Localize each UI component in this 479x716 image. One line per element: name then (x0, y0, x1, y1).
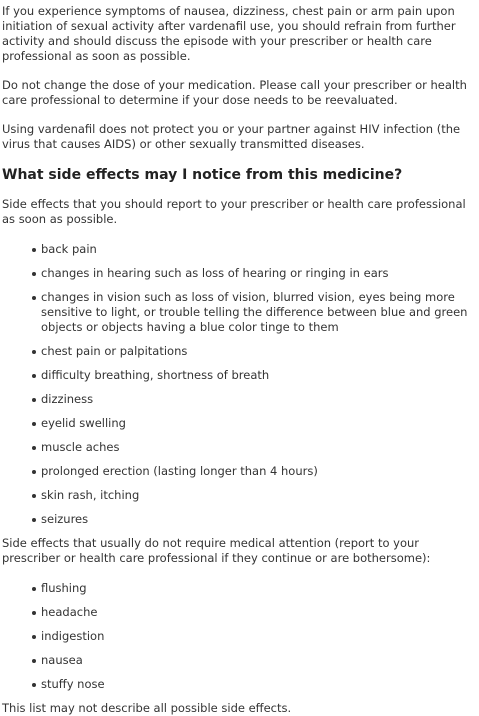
list-item: headache (41, 605, 477, 620)
report-side-effects-list (2, 242, 477, 527)
list-item: changes in hearing such as loss of hearing or ringing in ears (41, 266, 477, 281)
paragraph-report-intro: Side effects that you should report to your prescriber or health care professional as soon as possible. (2, 197, 466, 226)
list-item: dizziness (41, 392, 477, 407)
paragraph-closing-note: This list may not describe all possible side effects. (2, 701, 292, 715)
document-body (0, 4, 479, 716)
paragraph-hiv-notice: Using vardenafil does not protect you or your partner against HIV infection (the virus that causes AIDS) or other sexually transmitted diseases. (2, 122, 461, 151)
list-item: flushing (41, 581, 477, 596)
list-item: difficulty breathing, shortness of breath (41, 368, 477, 383)
list-item: changes in vision such as loss of vision, blurred vision, eyes being more sensitive to light, or trouble telling the difference between blue and green objects or objects having a blue color tinge to them (41, 290, 477, 335)
list-item: seizures (41, 512, 477, 527)
list-item: stuffy nose (41, 677, 477, 692)
list-item: eyelid swelling (41, 416, 477, 431)
section-heading-side-effects: What side effects may I notice from this medicine? (2, 167, 403, 183)
paragraph-symptoms-warning: If you experience symptoms of nausea, dizziness, chest pain or arm pain upon initiation of sexual activity after vardenafil use, you should refrain from further activity and should discuss the episode with your prescriber or health care professional as soon as possible. (2, 4, 456, 63)
paragraph-dose-advice: Do not change the dose of your medication. Please call your prescriber or health care professional to determine if your dose needs to be reevaluated. (2, 78, 467, 107)
list-item: chest pain or palpitations (41, 344, 477, 359)
list-item: prolonged erection (lasting longer than 4 hours) (41, 464, 477, 479)
paragraph-minor-intro: Side effects that usually do not require medical attention (report to your prescriber or health care professional if they continue or are bothersome): (2, 536, 431, 565)
list-item: skin rash, itching (41, 488, 477, 503)
list-item: indigestion (41, 629, 477, 644)
minor-side-effects-list (2, 581, 477, 692)
list-item: nausea (41, 653, 477, 668)
list-item: back pain (41, 242, 477, 257)
list-item: muscle aches (41, 440, 477, 455)
